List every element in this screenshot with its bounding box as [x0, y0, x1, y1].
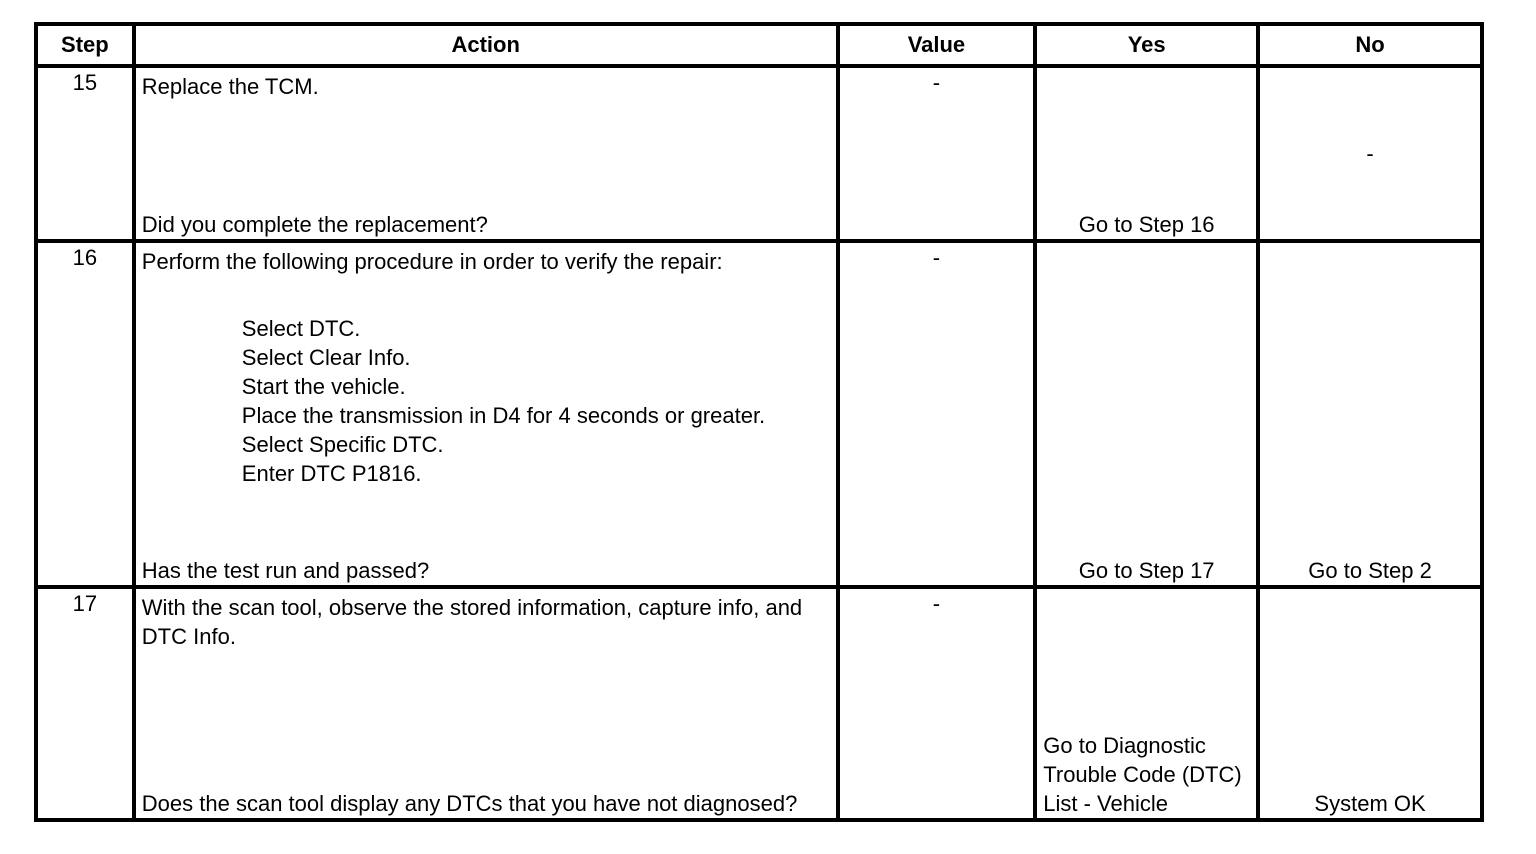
step-number: 15 [36, 66, 134, 241]
no-cell: - [1258, 66, 1482, 241]
action-question: Did you complete the replacement? [141, 212, 488, 237]
list-item: Place the transmission in D4 for 4 seconds or greater. [241, 403, 766, 428]
list-item: Select Clear Info. [241, 345, 411, 370]
action-cell [134, 587, 838, 820]
action-cell [134, 241, 838, 587]
action-intro: Perform the following procedure in order to verify the repair: [141, 249, 723, 274]
yes-cell [1035, 587, 1258, 820]
value-cell: - [838, 241, 1036, 587]
header-yes: Yes [1035, 24, 1258, 66]
no-link-text: System OK [1314, 791, 1426, 816]
table-row-step-17 [36, 587, 1482, 820]
table-row-step-15 [36, 66, 1482, 241]
header-step: Step [36, 24, 134, 66]
value-cell: - [838, 587, 1036, 820]
header-row [36, 24, 1482, 66]
action-intro: Replace the TCM. [141, 74, 319, 99]
list-item: Select Specific DTC. [241, 432, 444, 457]
action-question: Does the scan tool display any DTCs that you have not diagnosed? [141, 791, 798, 816]
header-no: No [1258, 24, 1482, 66]
list-item: Select DTC. [241, 316, 361, 341]
list-item: Start the vehicle. [241, 374, 406, 399]
no-cell [1258, 241, 1482, 587]
list-item: Enter DTC P1816. [241, 461, 422, 486]
yes-link-text: Go to Diagnostic Trouble Code (DTC) List - Vehicle [1043, 733, 1242, 816]
action-cell [134, 66, 838, 241]
no-link-text: Go to Step 2 [1308, 558, 1432, 583]
no-cell [1258, 587, 1482, 820]
procedure-list [142, 314, 830, 488]
action-question: Has the test run and passed? [141, 558, 430, 583]
yes-link-text: Go to Step 17 [1078, 558, 1215, 583]
diagnostic-table [34, 22, 1484, 822]
value-cell: - [838, 66, 1036, 241]
step-number: 16 [36, 241, 134, 587]
step-number: 17 [36, 587, 134, 820]
yes-cell [1035, 241, 1258, 587]
yes-link-text: Go to Step 16 [1078, 212, 1215, 237]
header-action: Action [134, 24, 838, 66]
yes-cell [1035, 66, 1258, 241]
action-intro: With the scan tool, observe the stored information, capture info, and DTC Info. [141, 595, 803, 649]
table-row-step-16 [36, 241, 1482, 587]
header-value: Value [838, 24, 1036, 66]
